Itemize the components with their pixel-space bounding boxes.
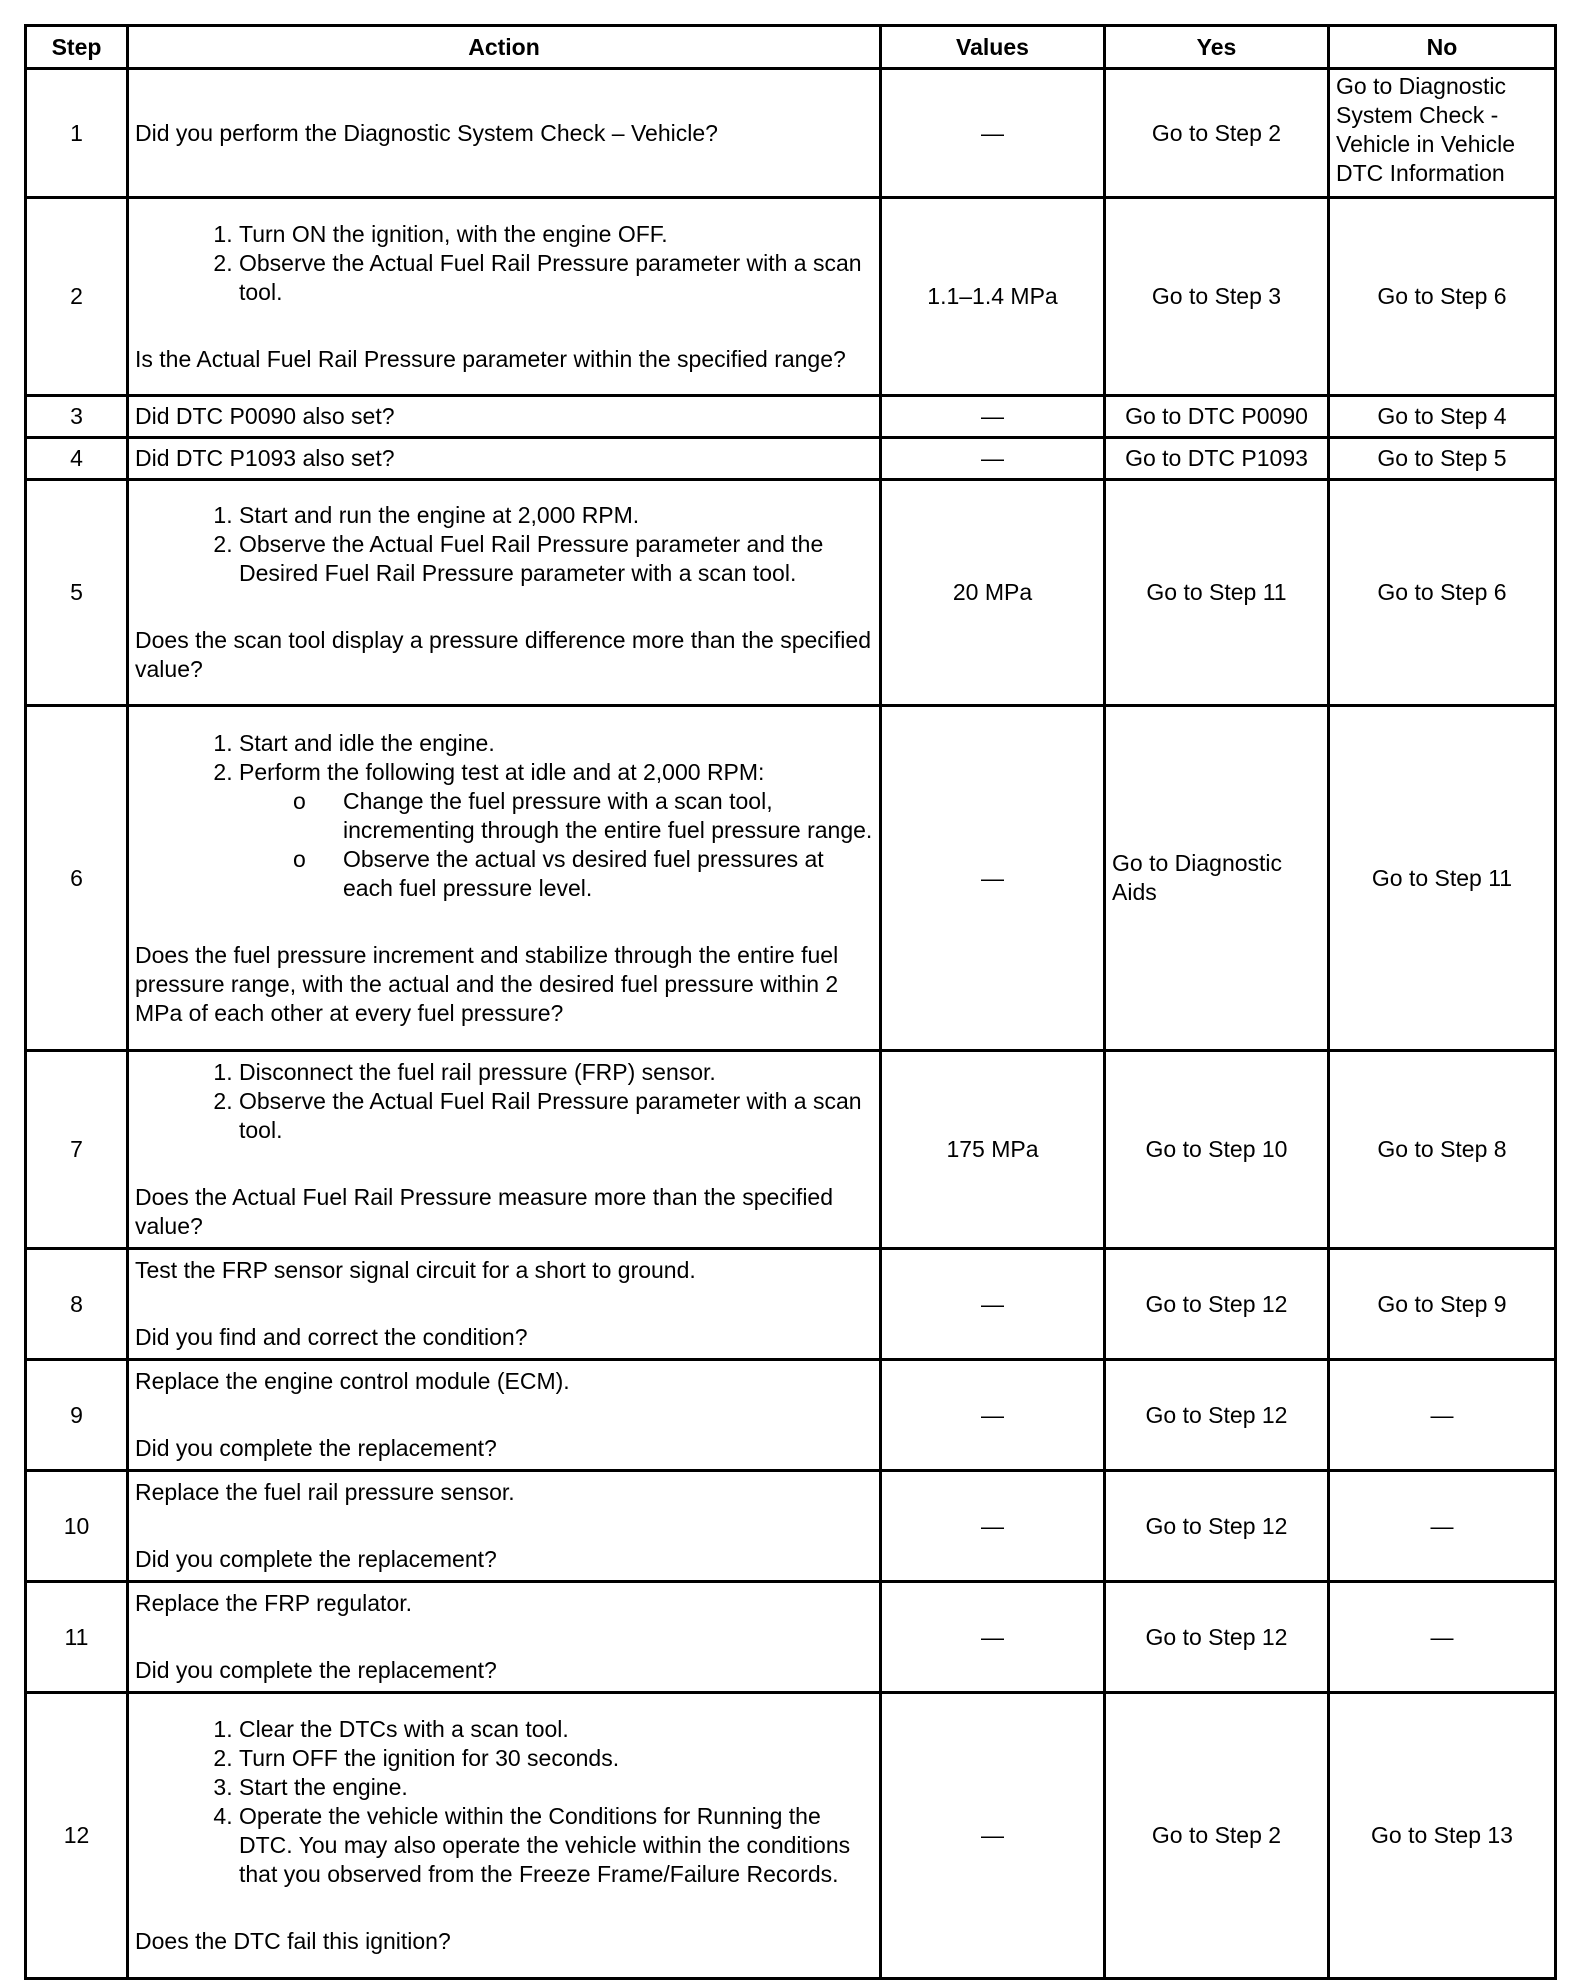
header-no: No — [1329, 26, 1556, 69]
yes-cell: Go to Step 12 — [1105, 1249, 1329, 1360]
action-steps — [135, 729, 873, 903]
value-cell: — — [881, 706, 1105, 1051]
no-cell: Go to Step 5 — [1329, 438, 1556, 480]
value-cell: — — [881, 1693, 1105, 1979]
action-cell — [128, 396, 881, 438]
yes-cell: Go to DTC P0090 — [1105, 396, 1329, 438]
action-substep: o Change the fuel pressure with a scan tool, incrementing through the entire fuel pressure range. — [293, 787, 873, 845]
table-row — [26, 1582, 1556, 1693]
value-cell: — — [881, 1249, 1105, 1360]
action-step: 2. Turn OFF the ignition for 30 seconds. — [239, 1744, 873, 1773]
action-cell — [128, 198, 881, 396]
action-substep: o Observe the actual vs desired fuel pressures at each fuel pressure level. — [293, 845, 873, 903]
action-steps — [135, 1058, 873, 1145]
action-steps — [135, 501, 873, 588]
action-step: 1. Turn ON the ignition, with the engine OFF. — [239, 220, 873, 249]
action-cell — [128, 480, 881, 706]
action-cell — [128, 1360, 881, 1471]
action-step: 2. Observe the Actual Fuel Rail Pressure parameter with a scan tool. — [239, 1087, 873, 1145]
table-row — [26, 1693, 1556, 1979]
action-text: Replace the FRP regulator. — [135, 1590, 413, 1616]
yes-cell: Go to DTC P1093 — [1105, 438, 1329, 480]
action-text: Replace the fuel rail pressure sensor. — [135, 1479, 515, 1505]
step-number: 9 — [26, 1360, 128, 1471]
step-number: 10 — [26, 1471, 128, 1582]
step-number: 5 — [26, 480, 128, 706]
step-number: 3 — [26, 396, 128, 438]
action-step: 1. Disconnect the fuel rail pressure (FRP) sensor. — [239, 1058, 873, 1087]
action-cell — [128, 1693, 881, 1979]
action-question: Did you find and correct the condition? — [135, 1324, 528, 1350]
yes-cell: Go to Step 12 — [1105, 1360, 1329, 1471]
action-text: Did you perform the Diagnostic System Check – Vehicle? — [135, 119, 718, 146]
step-number: 2 — [26, 198, 128, 396]
action-question: Did you complete the replacement? — [135, 1657, 497, 1683]
value-cell: — — [881, 396, 1105, 438]
step-number: 8 — [26, 1249, 128, 1360]
action-step-text: Perform the following test at idle and at 2,000 RPM: — [239, 758, 765, 785]
action-text: Replace the engine control module (ECM). — [135, 1368, 570, 1394]
action-step: 2. Observe the Actual Fuel Rail Pressure parameter with a scan tool. — [239, 249, 873, 307]
action-question: Does the Actual Fuel Rail Pressure measure more than the specified value? — [135, 1184, 834, 1239]
header-values: Values — [881, 26, 1105, 69]
header-action: Action — [128, 26, 881, 69]
step-number: 11 — [26, 1582, 128, 1693]
no-cell: Go to Step 6 — [1329, 480, 1556, 706]
table-row — [26, 69, 1556, 198]
action-question: Does the DTC fail this ignition? — [135, 1928, 451, 1954]
table-row — [26, 1360, 1556, 1471]
header-row — [26, 26, 1556, 69]
no-cell: Go to Step 13 — [1329, 1693, 1556, 1979]
no-cell: — — [1329, 1582, 1556, 1693]
table-row — [26, 706, 1556, 1051]
table-row — [26, 1471, 1556, 1582]
yes-cell: Go to Step 2 — [1105, 69, 1329, 198]
action-cell — [128, 438, 881, 480]
action-substeps — [239, 787, 873, 903]
value-cell: — — [881, 1360, 1105, 1471]
yes-cell: Go to Step 3 — [1105, 198, 1329, 396]
no-cell: — — [1329, 1360, 1556, 1471]
no-cell: Go to Step 8 — [1329, 1051, 1556, 1249]
yes-cell: Go to Step 2 — [1105, 1693, 1329, 1979]
header-step: Step — [26, 26, 128, 69]
action-cell — [128, 1471, 881, 1582]
table-row — [26, 396, 1556, 438]
action-step: 3. Start the engine. — [239, 1773, 873, 1802]
no-cell: Go to Step 4 — [1329, 396, 1556, 438]
header-yes: Yes — [1105, 26, 1329, 69]
value-cell: — — [881, 1471, 1105, 1582]
action-cell — [128, 69, 881, 198]
action-step: 1. Clear the DTCs with a scan tool. — [239, 1715, 873, 1744]
action-steps — [135, 1715, 873, 1889]
value-cell: — — [881, 1582, 1105, 1693]
action-cell — [128, 1249, 881, 1360]
action-step: 1. Start and run the engine at 2,000 RPM. — [239, 501, 873, 530]
value-cell: — — [881, 69, 1105, 198]
diagnostic-table — [24, 24, 1557, 1980]
yes-cell: Go to Diagnostic Aids — [1105, 706, 1329, 1051]
no-cell: Go to Step 6 — [1329, 198, 1556, 396]
value-cell: 175 MPa — [881, 1051, 1105, 1249]
table-row — [26, 1249, 1556, 1360]
step-number: 6 — [26, 706, 128, 1051]
step-number: 12 — [26, 1693, 128, 1979]
action-question: Did you complete the replacement? — [135, 1546, 497, 1572]
no-cell: Go to Step 11 — [1329, 706, 1556, 1051]
no-cell: — — [1329, 1471, 1556, 1582]
step-number: 4 — [26, 438, 128, 480]
step-number: 7 — [26, 1051, 128, 1249]
no-cell: Go to Step 9 — [1329, 1249, 1556, 1360]
action-question: Does the scan tool display a pressure difference more than the specified value? — [135, 627, 871, 682]
action-text: Did DTC P1093 also set? — [135, 445, 395, 471]
value-cell: 20 MPa — [881, 480, 1105, 706]
yes-cell: Go to Step 11 — [1105, 480, 1329, 706]
action-step — [239, 758, 873, 903]
action-steps — [135, 220, 873, 307]
table-row — [26, 1051, 1556, 1249]
action-step: 1. Start and idle the engine. — [239, 729, 873, 758]
value-cell: 1.1–1.4 MPa — [881, 198, 1105, 396]
action-cell — [128, 1582, 881, 1693]
action-text: Did DTC P0090 also set? — [135, 403, 395, 429]
action-question: Does the fuel pressure increment and stabilize through the entire fuel pressure range, with the actual and the desired fuel pressure within 2 MPa of each other at every fuel pressure? — [135, 941, 839, 1026]
yes-cell: Go to Step 12 — [1105, 1582, 1329, 1693]
step-number: 1 — [26, 69, 128, 198]
table-row — [26, 480, 1556, 706]
table-row — [26, 438, 1556, 480]
yes-cell: Go to Step 12 — [1105, 1471, 1329, 1582]
value-cell: — — [881, 438, 1105, 480]
action-question: Is the Actual Fuel Rail Pressure parameter within the specified range? — [135, 345, 846, 372]
action-step: 4. Operate the vehicle within the Conditions for Running the DTC. You may also operate the vehicle within the conditions that you observed from the Freeze Frame/Failure Records. — [239, 1802, 873, 1889]
action-cell — [128, 706, 881, 1051]
yes-cell: Go to Step 10 — [1105, 1051, 1329, 1249]
table-row — [26, 198, 1556, 396]
action-step: 2. Observe the Actual Fuel Rail Pressure parameter and the Desired Fuel Rail Pressure parameter with a scan tool. — [239, 530, 873, 588]
action-text: Test the FRP sensor signal circuit for a short to ground. — [135, 1257, 696, 1283]
no-cell: Go to Diagnostic System Check - Vehicle in Vehicle DTC Information — [1329, 69, 1556, 198]
action-cell — [128, 1051, 881, 1249]
action-question: Did you complete the replacement? — [135, 1435, 497, 1461]
